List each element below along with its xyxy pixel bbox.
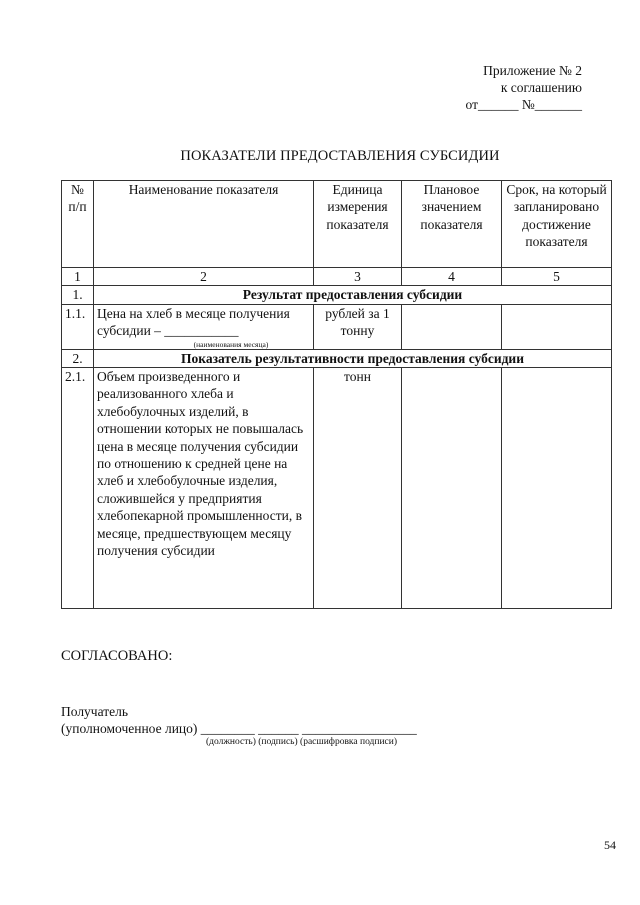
column-number: 3 (314, 268, 402, 286)
column-number: 5 (502, 268, 612, 286)
row-unit: тонн (314, 368, 402, 609)
agreed-heading: СОГЛАСОВАНО: (61, 648, 173, 664)
table-row (62, 304, 612, 349)
table-header-row (62, 181, 612, 268)
recipient-label: Получатель (61, 704, 129, 719)
header-indicator-name: Наименование показателя (94, 181, 314, 268)
row-planned-value (402, 368, 502, 609)
indicator-text: Цена на хлеб в месяце получения субсидии – ___________ (97, 305, 290, 339)
appendix-line-3: от______ №_______ (465, 97, 582, 112)
authorized-person-line: (уполномоченное лицо) ________ ______ _________________ (61, 721, 417, 736)
indicators-table (61, 180, 612, 609)
column-number: 4 (402, 268, 502, 286)
row-planned-value (402, 304, 502, 349)
section-title: Результат предоставления субсидии (94, 286, 612, 304)
document-title: ПОКАЗАТЕЛИ ПРЕДОСТАВЛЕНИЯ СУБСИДИИ (180, 148, 500, 164)
signature-caption: (должность) (подпись) (расшифровка подписи) (206, 737, 398, 747)
row-indicator-name: Объем произведенного и реализованного хлеба и хлебобулочных изделий, в отношении которых не повышалась цена в месяце получения субсидии по отношению к средней цене на хлеб и хлебобулочные изделия, сложившейся у предприятия хлебопекарной промышленности, в месяце, предшествующем месяцу получения субсидии (94, 368, 314, 609)
header-planned-value: Плановое значением показателя (402, 181, 502, 268)
section-title: Показатель результативности предоставления субсидии (94, 349, 612, 367)
row-deadline (502, 304, 612, 349)
row-deadline (502, 368, 612, 609)
section-row-performance (62, 349, 612, 367)
appendix-header (382, 62, 582, 113)
month-note: (наименования месяца) (193, 339, 269, 349)
column-number: 2 (94, 268, 314, 286)
section-number: 2. (62, 349, 94, 367)
header-deadline: Срок, на который запланировано достижение показателя (502, 181, 612, 268)
column-number: 1 (62, 268, 94, 286)
row-number: 1.1. (62, 304, 94, 349)
appendix-line-1: Приложение № 2 (483, 63, 582, 78)
header-number: № п/п (62, 181, 94, 268)
row-unit: рублей за 1 тонну (314, 304, 402, 349)
section-number: 1. (62, 286, 94, 304)
table-row (62, 368, 612, 609)
appendix-line-2: к соглашению (500, 80, 582, 95)
header-unit: Единица измерения показателя (314, 181, 402, 268)
recipient-block (61, 703, 417, 737)
page-number: 54 (604, 838, 616, 852)
section-row-result (62, 286, 612, 304)
row-number: 2.1. (62, 368, 94, 609)
row-indicator-name (94, 304, 314, 349)
column-numbers-row (62, 268, 612, 286)
